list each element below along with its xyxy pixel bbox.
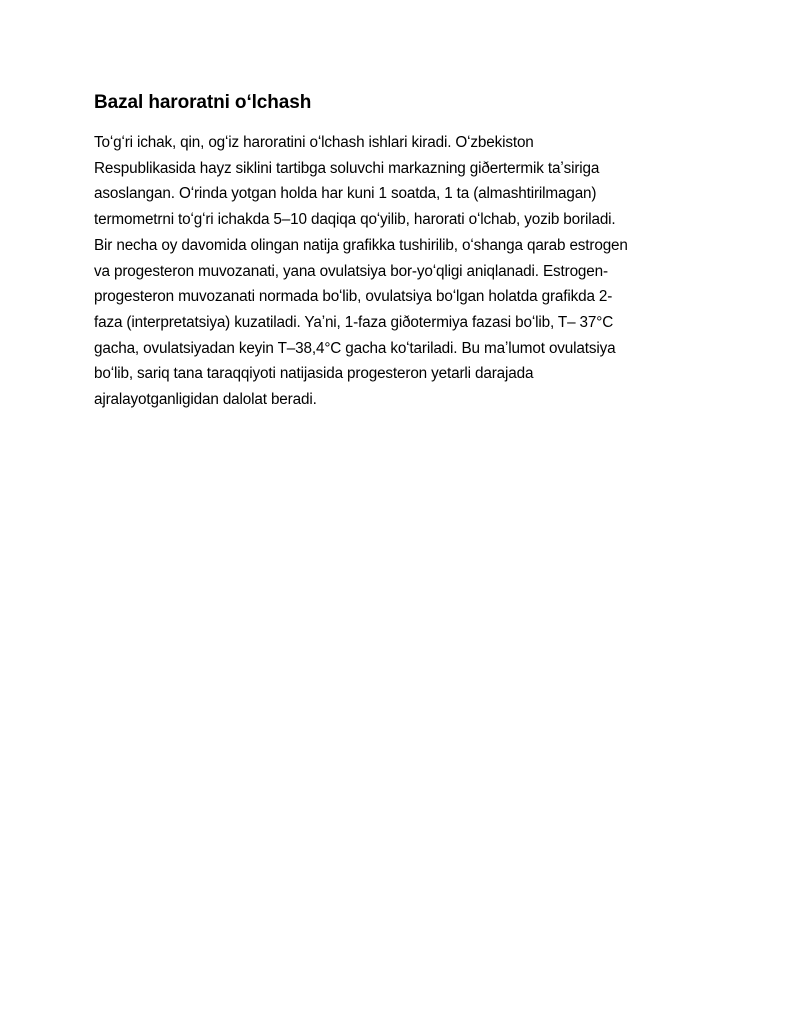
paragraph-line: boʻlib, sariq tana taraqqiyoti natijasida progesteron yetarli darajada <box>94 365 534 383</box>
paragraph-line: gacha, ovulatsiyadan keyin T–38,4°C gacha koʻtariladi. Bu maʼlumot ovulatsiya <box>94 339 616 357</box>
body-paragraph <box>94 130 706 413</box>
paragraph-line: Respublikasida hayz siklini tartibga soluvchi markazning giðertermik taʼsiriga <box>94 159 600 177</box>
paragraph-line: ajralayotganligidan dalolat beradi. <box>94 391 317 409</box>
paragraph-line: asoslangan. Oʻrinda yotgan holda har kuni 1 soatda, 1 ta (almashtirilmagan) <box>94 185 597 203</box>
paragraph-line: va progesteron muvozanati, yana ovulatsiya bor-yoʻqligi aniqlanadi. Estrogen- <box>94 262 608 280</box>
document-title: Bazal haroratni oʻlchash <box>94 92 312 113</box>
paragraph-line: Toʻgʻri ichak, qin, ogʻiz haroratini oʻlchash ishlari kiradi. Oʻzbekiston <box>94 134 534 151</box>
paragraph-line: faza (interpretatsiya) kuzatiladi. Yaʼni, 1-faza giðotermiya fazasi boʻlib, T– 37°C <box>94 313 614 331</box>
paragraph-line: progesteron muvozanati normada boʻlib, ovulatsiya boʻlgan holatda grafikda 2- <box>94 288 613 306</box>
document-content <box>94 90 706 413</box>
paragraph-line: termometrni toʻgʻri ichakda 5–10 daqiqa qoʻyilib, harorati oʻlchab, yozib boriladi. <box>94 211 616 229</box>
paragraph-line: Bir necha oy davomida olingan natija grafikka tushirilib, oʻshanga qarab estrogen <box>94 236 628 254</box>
